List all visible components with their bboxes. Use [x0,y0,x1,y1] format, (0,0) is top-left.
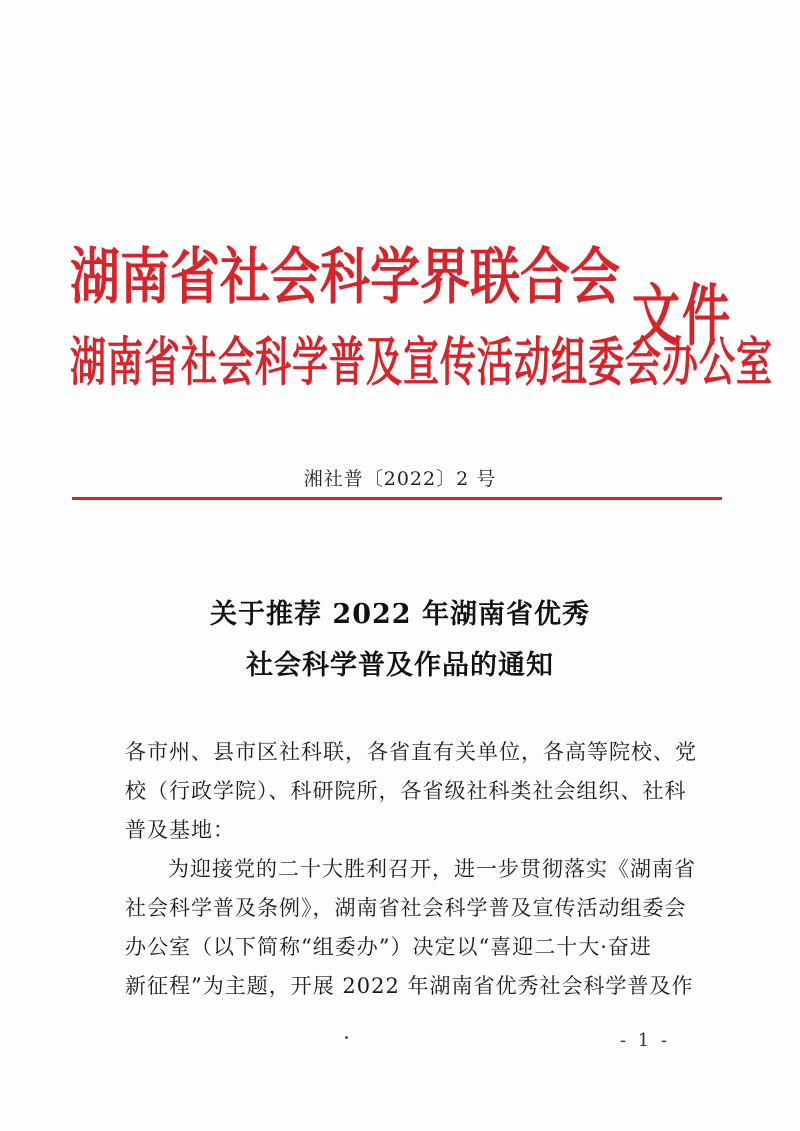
body-line-4: 为迎接党的二十大胜利召开，进一步贯彻落实《湖南省 [168,857,696,881]
body-line-2: 校（行政学院）、科研院所，各省级社科类社会组织、社科 [125,779,687,803]
page-number: - 1 - [620,1030,671,1051]
scan-speck [345,1036,348,1039]
body-line-3: 普及基地： [125,818,235,842]
notice-title-line-2: 社会科学普及作品的通知 [246,650,554,681]
body-line-7: 新征程”为主题，开展 2022 年湖南省优秀社会科学普及作 [125,974,694,998]
issuer-name-secondary: 湖南省社会科学普及宣传活动组委会办公室 [70,333,774,394]
body-line-6: 办公室（以下简称“组委办”）决定以“喜迎二十大·奋进 [125,935,652,959]
issuer-name-primary: 湖南省社会科学界联合会 [70,241,620,313]
red-header-rule [72,497,722,500]
notice-title-line-1: 关于推荐 2022 年湖南省优秀 [210,599,590,630]
body-line-5: 社会科学普及条例》，湖南省社会科学普及宣传活动组委会 [125,896,687,920]
document-type-label: 文件 [632,277,733,356]
document-number: 湘社普〔2022〕2 号 [303,468,497,490]
body-line-1: 各市州、县市区社科联，各省直有关单位，各高等院校、党 [125,740,697,764]
